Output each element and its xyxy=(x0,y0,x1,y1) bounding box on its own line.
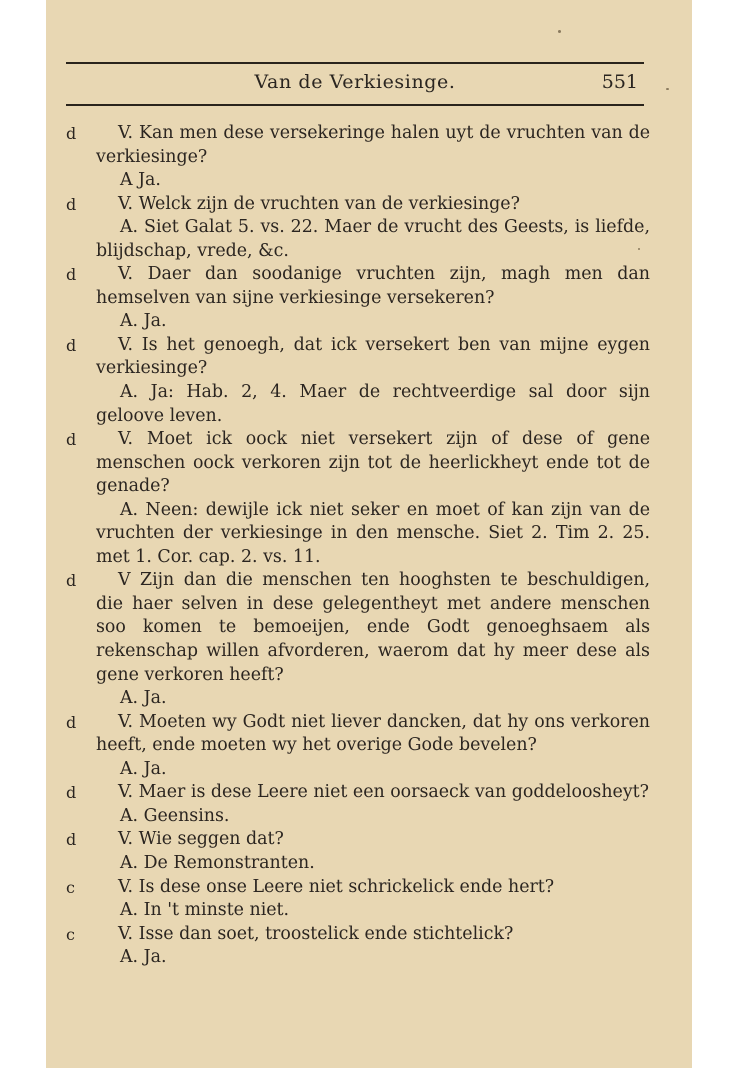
question: V. Kan men dese versekeringe halen uyt de vruchten van de verkiesinge? xyxy=(96,123,650,167)
answer: A. Ja. xyxy=(120,688,167,709)
question: V. Is het genoegh, dat ick versekert ben van mijne eygen verkiesinge? xyxy=(96,334,650,379)
margin-marker: d xyxy=(66,571,77,591)
answer: A. Ja: Hab. 2, 4. Maer de rechtveerdige sal door sijn geloove leven. xyxy=(96,382,650,426)
answer: A. Geensins. xyxy=(120,805,230,826)
margin-marker: c xyxy=(66,924,75,944)
margin-marker: d xyxy=(66,430,77,450)
answer: A. De Remonstranten. xyxy=(120,852,315,873)
margin-marker: d xyxy=(66,194,77,214)
qa-entry xyxy=(54,122,650,193)
qa-entry xyxy=(54,923,650,970)
answer: A Ja. xyxy=(120,170,161,191)
margin-marker: c xyxy=(66,877,75,897)
header-top-rule xyxy=(66,62,644,64)
question: V. Isse dan soet, troostelick ende stichtelick? xyxy=(118,923,514,944)
qa-entry xyxy=(54,569,650,710)
answer: A. Ja. xyxy=(120,947,167,968)
qa-entry xyxy=(54,263,650,334)
margin-marker: d xyxy=(66,783,77,803)
question: V. Wie seggen dat? xyxy=(118,829,284,850)
margin-marker: d xyxy=(66,712,77,732)
book-page xyxy=(46,0,692,1068)
qa-entry xyxy=(54,334,650,428)
header-bottom-rule xyxy=(66,104,644,106)
paper-speck xyxy=(558,30,561,33)
qa-entry xyxy=(54,193,650,264)
running-title: Van de Verkiesinge. xyxy=(254,71,456,93)
question: V. Maer is dese Leere niet een oorsaeck van goddeloosheyt? xyxy=(118,782,649,803)
question: V. Is dese onse Leere niet schrickelick ende hert? xyxy=(118,876,555,897)
margin-marker: d xyxy=(66,830,77,850)
qa-entry xyxy=(54,711,650,782)
answer: A. Neen: dewijle ick niet seker en moet of kan zijn van de vruchten der verkiesinge in den mensche. Siet 2. Tim 2. 25. met 1. Cor. cap. 2. vs. 11. xyxy=(96,499,650,567)
margin-marker: d xyxy=(66,335,77,355)
question: V. Moeten wy Godt niet liever dancken, dat hy ons verkoren heeft, ende moeten wy het overige Gode bevelen? xyxy=(96,711,650,756)
question: V. Welck zijn de vruchten van de verkiesinge? xyxy=(118,193,520,214)
paper-speck xyxy=(666,88,669,90)
running-header xyxy=(66,71,644,99)
margin-marker: d xyxy=(66,265,77,285)
page-number: 551 xyxy=(601,71,638,93)
answer: A. In 't minste niet. xyxy=(120,900,290,921)
qa-entry xyxy=(54,876,650,923)
answer: A. Ja. xyxy=(120,758,167,779)
answer: A. Siet Galat 5. vs. 22. Maer de vrucht des Geests, is liefde, blijdschap, vrede, &c. xyxy=(96,217,650,261)
question: V. Moet ick oock niet versekert zijn of dese of gene menschen oock verkoren zijn tot de heerlickheyt ende tot de genade? xyxy=(96,429,650,497)
answer: A. Ja. xyxy=(120,311,167,332)
qa-entry xyxy=(54,428,650,569)
qa-entry xyxy=(54,781,650,828)
margin-marker: d xyxy=(66,124,77,143)
catechism-text xyxy=(54,122,650,970)
qa-entry xyxy=(54,828,650,875)
question: V Zijn dan die menschen ten hooghsten te beschuldigen, die haer selven in dese gelegentheyt met andere menschen soo komen te bemoeijen, ende Godt genoeghsaem als rekenschap willen afvorderen, waerom dat hy meer dese als gene verkoren heeft? xyxy=(96,570,650,685)
question: V. Daer dan soodanige vruchten zijn, magh men dan hemselven van sijne verkiesinge versekeren? xyxy=(96,264,650,308)
